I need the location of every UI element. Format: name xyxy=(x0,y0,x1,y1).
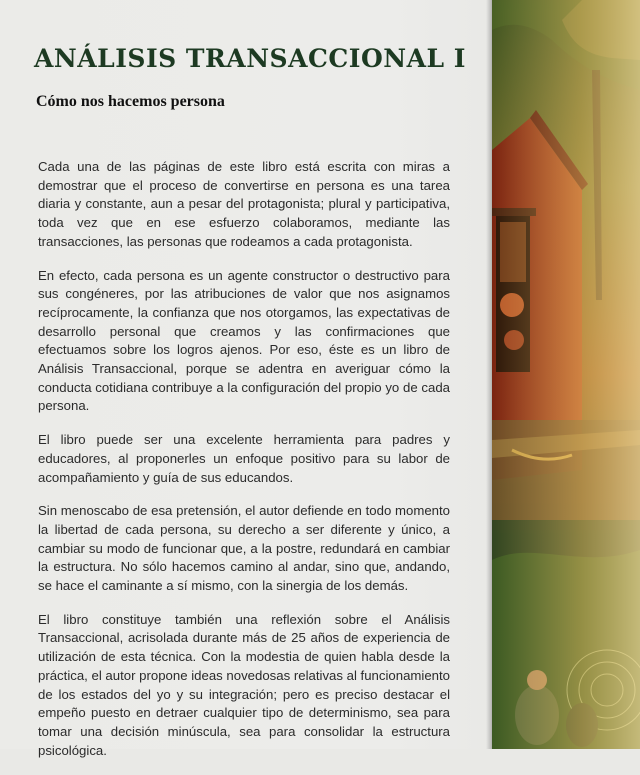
book-subtitle: Cómo nos hacemos persona xyxy=(36,93,225,110)
blurb-paragraph: El libro constituye también una reflexión sobre el Análisis Transaccional, acrisolada durante más de 25 años de experiencia de utilización de esta técnica. Con la modestia de quien habla desde la práctica, el autor propone ideas novedosas relativas al funcionamiento de los estados del yo y su integración; pero es preciso destacar el empeño puesto en detraer cualquier tipo de determinismo, sea para tomar una decisión minúscula, sea para consolidar la estructura psicológica. xyxy=(38,611,450,758)
blurb-text xyxy=(38,158,450,775)
painting-icon xyxy=(492,0,640,749)
blurb-paragraph: El libro puede ser una excelente herramienta para padres y educadores, al proponerles un enfoque positivo para su labor de acompañamiento y guía de sus educandos. xyxy=(38,432,450,485)
blurb-paragraph: Cada una de las páginas de este libro está escrita con miras a demostrar que el proceso de convertirse en persona es una tarea diaria y constante, aun a pesar del protagonista; plural y participativa, toda vez que en ese esfuerzo colaboramos, mediante las transacciones, las personas que rodeamos a cada protagonista. xyxy=(38,159,450,249)
blurb-paragraph: En efecto, cada persona es un agente constructor o destructivo para sus congéneres, por las atribuciones de valor que nos asignamos recíprocamente, la confianza que nos otorgamos, las expectativas de desarrollo personal que creamos y las confirmaciones que efectuamos sobre los logros ajenos. Por eso, éste es un libro de Análisis Transaccional, porque se adentra en averiguar cómo la conducta cotidiana contribuye a la configuración del propio yo de cada persona. xyxy=(38,267,450,414)
blurb-paragraph: Sin menoscabo de esa pretensión, el autor defiende en todo momento la libertad de cada persona, su derecho a ser diferente y único, a cambiar su modo de funcionar que, a la postre, redundará en cambiar la estructura. No sólo hacemos camino al andar, sino que, andando, se hace el caminante a sí mismo, con la sinergia de los demás. xyxy=(38,503,450,594)
book-title: ANÁLISIS TRANSACCIONAL I xyxy=(34,44,466,73)
